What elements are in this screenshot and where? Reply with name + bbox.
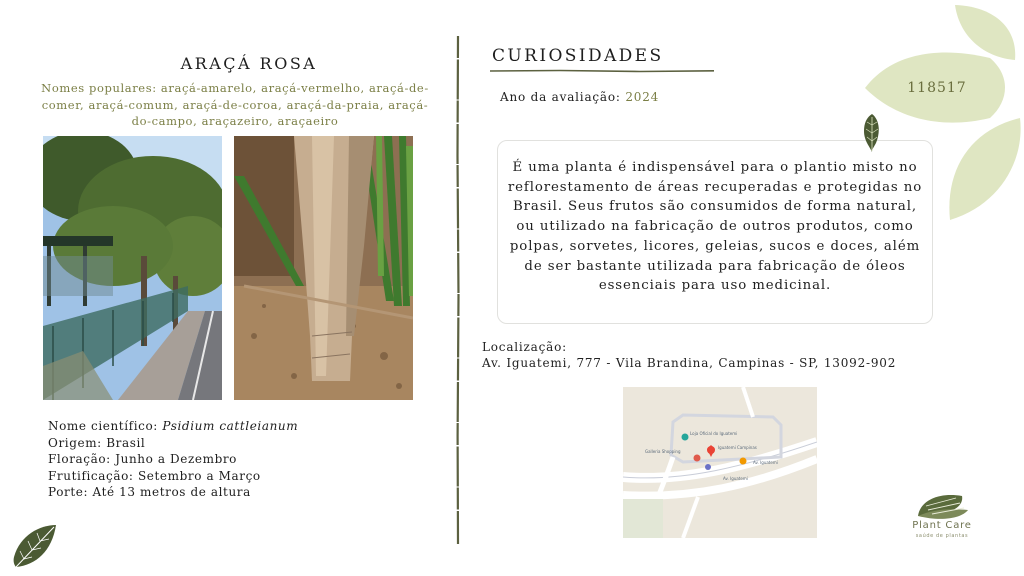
map-label-road2: Av. Iguatemi [723,476,748,481]
description-text: É uma planta é indispensável para o plantio misto no reflorestamento de áreas recuperadas e protegidas no Brasil. Seus frutos são consumidos de forma natural, ou utilizado na fabricação de outros produtos, como polpas, sorvetes, licores, geleias, sucos e doces, além de ser bastante utilizada para fabricação de óleos essenciais para uso medicinal. [507,160,923,294]
fact-origin: Origem: Brasil [48,435,146,450]
scientific-label: Nome científico: [48,419,158,433]
fact-fruiting: Frutificação: Setembro a Março [48,468,261,483]
location-label: Localização: [482,340,567,354]
brand-tagline: saúde de plantas [915,533,969,539]
plant-facts [48,418,298,501]
photo-tree-street [43,136,222,400]
year-value: 2024 [625,90,660,104]
plant-code: 118517 [907,80,967,96]
map-label-place1: Iguatemi Campinas [718,445,757,450]
brand-name: Plant Care [912,520,972,531]
location-address: Av. Iguatemi, 777 - Vila Brandina, Campinas - SP, 13092-902 [482,356,897,370]
heading-underline [490,68,714,74]
popular-names: Nomes populares: araçá-amarelo, araçá-vermelho, araçá-de-comer, araçá-comum, araçá-de-coroa, araçá-da-praia, araçá-do-campo, araçazeiro, araçaeiro [41,81,429,128]
decorative-leaves-icon [860,0,1024,225]
evaluation-year [500,90,659,104]
fact-size: Porte: Até 13 metros de altura [48,485,251,500]
small-leaf-icon [862,113,882,153]
location-map[interactable] [623,387,817,538]
map-label-place3: Galleria Shopping [645,449,681,454]
photo-trunk [234,136,413,400]
corner-leaf-icon [10,521,60,571]
map-label-road1: Av. Iguatemi [753,460,778,465]
curiosities-heading: CURIOSIDADES [492,46,664,66]
fact-flowering: Floração: Junho a Dezembro [48,452,238,467]
plant-title: ARAÇÁ ROSA [180,54,318,73]
year-label: Ano da avaliação: [500,90,621,104]
scientific-value: Psidium cattleianum [162,419,299,433]
vertical-divider [456,36,460,544]
fact-scientific-name [48,418,298,435]
map-label-place2: Loja Oficial do Iguatemi [690,431,738,436]
